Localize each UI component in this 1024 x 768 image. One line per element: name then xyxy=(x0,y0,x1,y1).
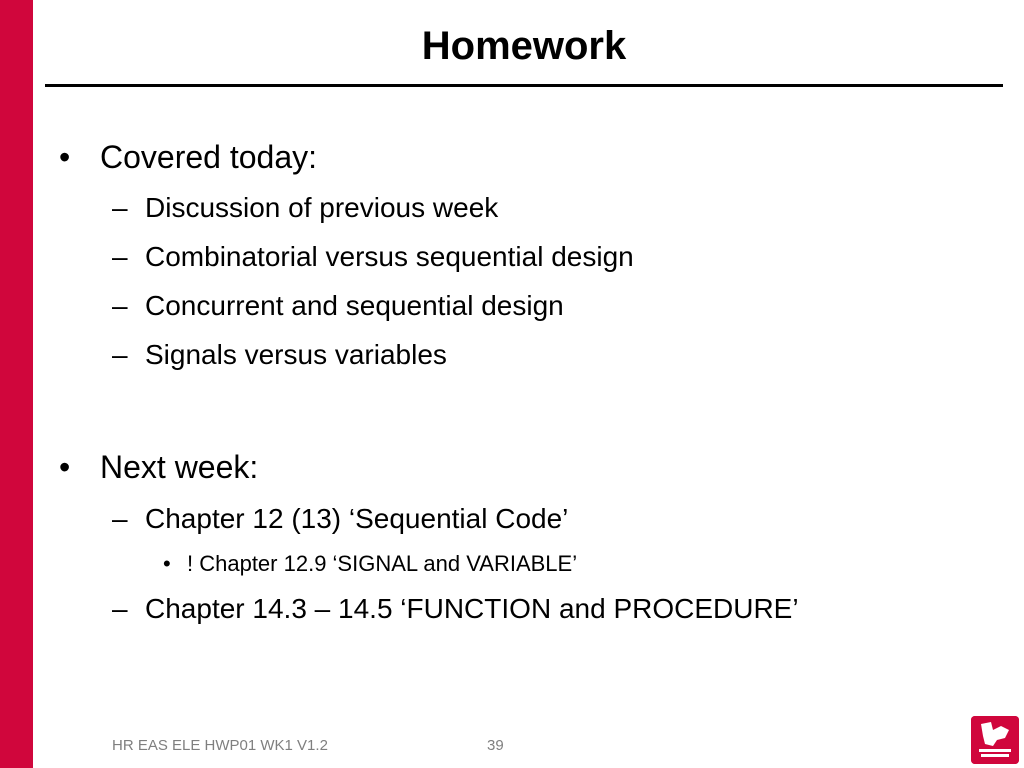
logo-icon xyxy=(971,716,1019,764)
bullet-marker: • xyxy=(59,449,71,485)
list-item: Concurrent and sequential design xyxy=(145,290,564,321)
list-item: Signals versus variables xyxy=(145,339,447,370)
list-subitem: ! Chapter 12.9 ‘SIGNAL and VARIABLE’ xyxy=(187,551,578,576)
list-item: Chapter 14.3 – 14.5 ‘FUNCTION and PROCEDURE’ xyxy=(145,593,799,624)
school-logo xyxy=(971,716,1019,764)
dash-marker: – xyxy=(112,192,128,223)
list-item: Chapter 12 (13) ‘Sequential Code’ xyxy=(145,503,569,534)
dash-marker: – xyxy=(112,241,128,272)
bullet-marker: • xyxy=(59,139,71,175)
footer-label: HR EAS ELE HWP01 WK1 V1.2 xyxy=(112,737,328,754)
dash-marker: – xyxy=(112,339,128,370)
dash-marker: – xyxy=(112,593,128,624)
dash-marker: – xyxy=(112,503,128,534)
sub-bullet-marker: • xyxy=(163,551,171,576)
slide-title: Homework xyxy=(421,24,627,68)
list-item: Discussion of previous week xyxy=(145,192,499,223)
list-item: Combinatorial versus sequential design xyxy=(145,241,634,272)
page-number: 39 xyxy=(487,737,504,754)
dash-marker: – xyxy=(112,290,128,321)
section-heading: Covered today: xyxy=(100,139,318,175)
section-heading: Next week: xyxy=(100,449,259,485)
